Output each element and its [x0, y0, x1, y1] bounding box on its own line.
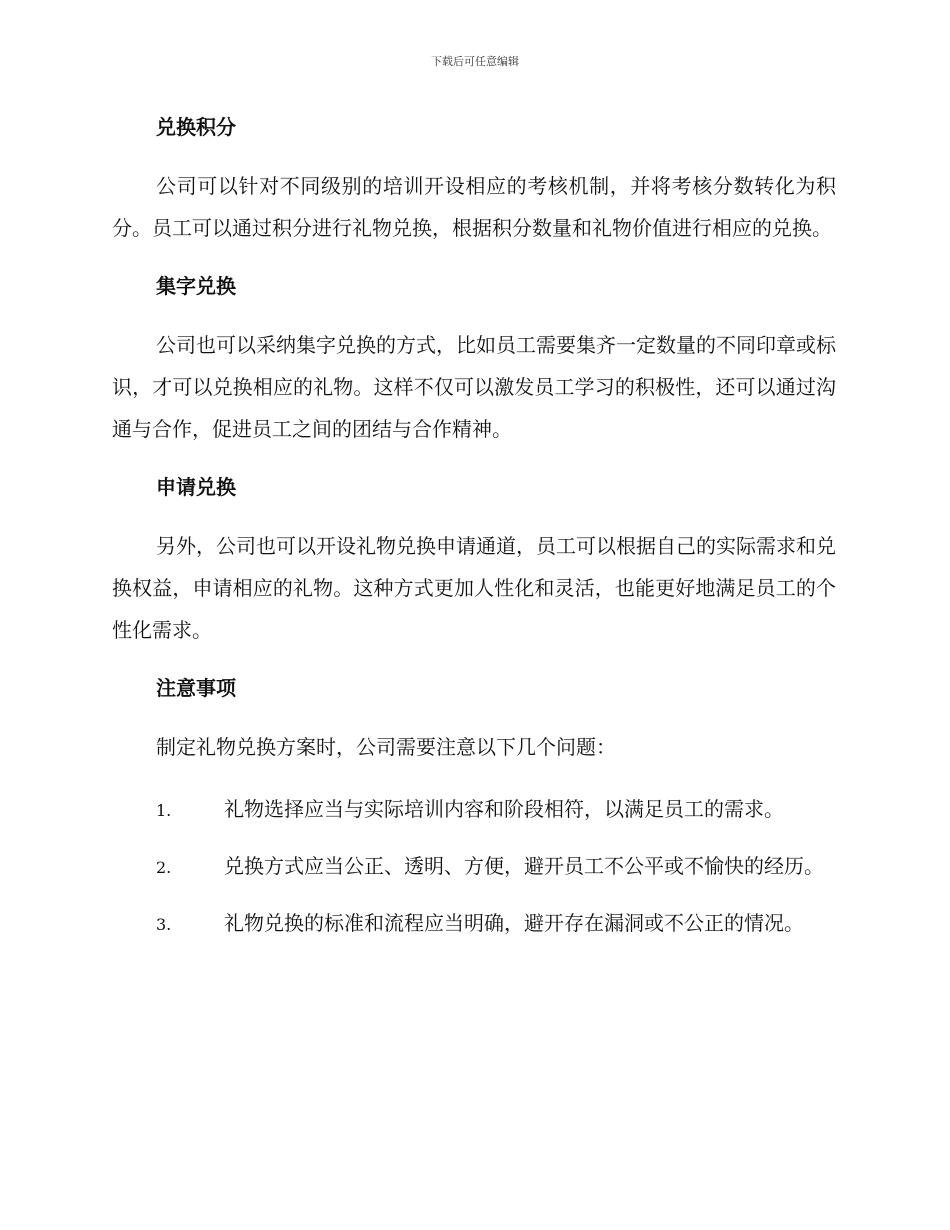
- section-paragraph-notes: 制定礼物兑换方案时，公司需要注意以下几个问题：: [156, 735, 616, 759]
- section-heading-collect-exchange: 集字兑换: [156, 274, 236, 298]
- list-item: [112, 902, 836, 946]
- list-item-number: 1.: [156, 801, 172, 820]
- section-paragraph-collect-exchange: 公司也可以采纳集字兑换的方式，比如员工需要集齐一定数量的不同印章或标识，才可以兑换相应的礼物。这样不仅可以激发员工学习的积极性，还可以通过沟通与合作，促进员工之间的团结与合作精神。: [112, 333, 836, 441]
- list-item: [112, 845, 836, 889]
- list-item-number: 2.: [156, 858, 172, 877]
- section-heading-apply-exchange: 申请兑换: [156, 475, 236, 499]
- page-header: 下载后可任意编辑: [431, 55, 519, 68]
- list-item: [112, 788, 836, 832]
- section-heading-exchange-points: 兑换积分: [156, 115, 236, 139]
- section-paragraph-apply-exchange: 另外，公司也可以开设礼物兑换申请通道，员工可以根据自己的实际需求和兑换权益，申请相应的礼物。这种方式更加人性化和灵活，也能更好地满足员工的个性化需求。: [112, 534, 836, 642]
- list-item-text: 礼物选择应当与实际培训内容和阶段相符，以满足员工的需求。: [224, 797, 784, 821]
- list-item-text: 礼物兑换的标准和流程应当明确，避开存在漏洞或不公正的情况。: [224, 911, 804, 935]
- list-item-text: 兑换方式应当公正、透明、方便，避开员工不公平或不愉快的经历。: [224, 854, 824, 878]
- section-heading-notes: 注意事项: [156, 676, 236, 700]
- document-body: [112, 110, 836, 959]
- section-paragraph-exchange-points: 公司可以针对不同级别的培训开设相应的考核机制，并将考核分数转化为积分。员工可以通过积分进行礼物兑换，根据积分数量和礼物价值进行相应的兑换。: [112, 174, 836, 240]
- list-item-number: 3.: [156, 915, 172, 934]
